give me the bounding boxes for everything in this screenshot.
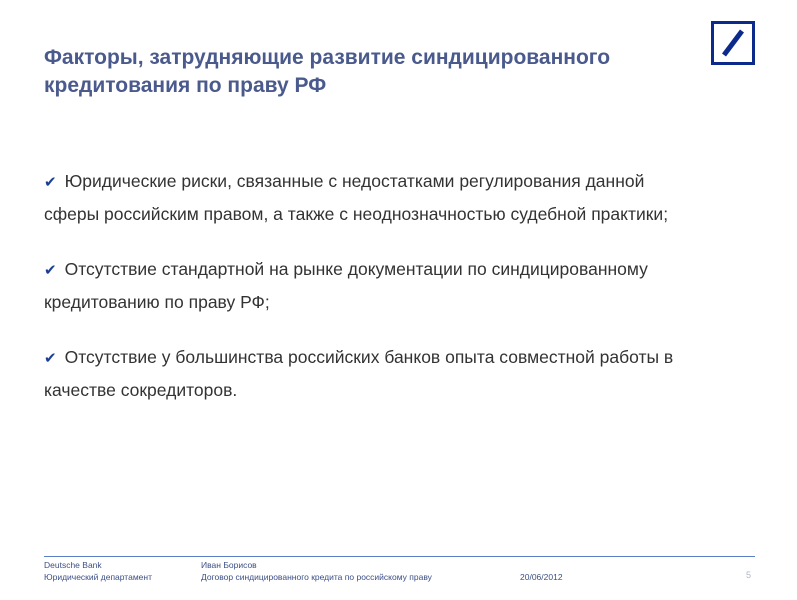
bullet-list	[44, 166, 704, 430]
page-number: 5	[746, 570, 752, 580]
bullet-text: Отсутствие стандартной на рынке документации по синдицированному кредитованию по праву РФ;	[44, 259, 648, 312]
deutsche-bank-logo-icon	[711, 21, 755, 65]
footer-divider	[44, 556, 755, 557]
bullet-item	[44, 254, 704, 318]
bullet-text: Отсутствие у большинства российских банков опыта совместной работы в качестве сокредиторов.	[44, 347, 674, 400]
checkmark-icon: ✔	[44, 173, 57, 191]
bullet-item	[44, 342, 704, 406]
bullet-item	[44, 166, 704, 230]
slide-title: Факторы, затрудняющие развитие синдицированного кредитования по праву РФ	[44, 46, 611, 97]
footer-department: Юридический департамент	[44, 572, 152, 582]
footer-company: Deutsche Bank	[44, 560, 102, 570]
checkmark-icon: ✔	[44, 261, 57, 279]
footer-date: 20/06/2012	[520, 572, 563, 582]
checkmark-icon: ✔	[44, 349, 57, 367]
footer-author: Иван Борисов	[201, 560, 257, 570]
bullet-text: Юридические риски, связанные с недостатками регулирования данной сферы российским правом, а также с неоднозначностью судебной практики;	[44, 171, 669, 224]
footer-document-title: Договор синдицированного кредита по российскому праву	[201, 572, 432, 582]
